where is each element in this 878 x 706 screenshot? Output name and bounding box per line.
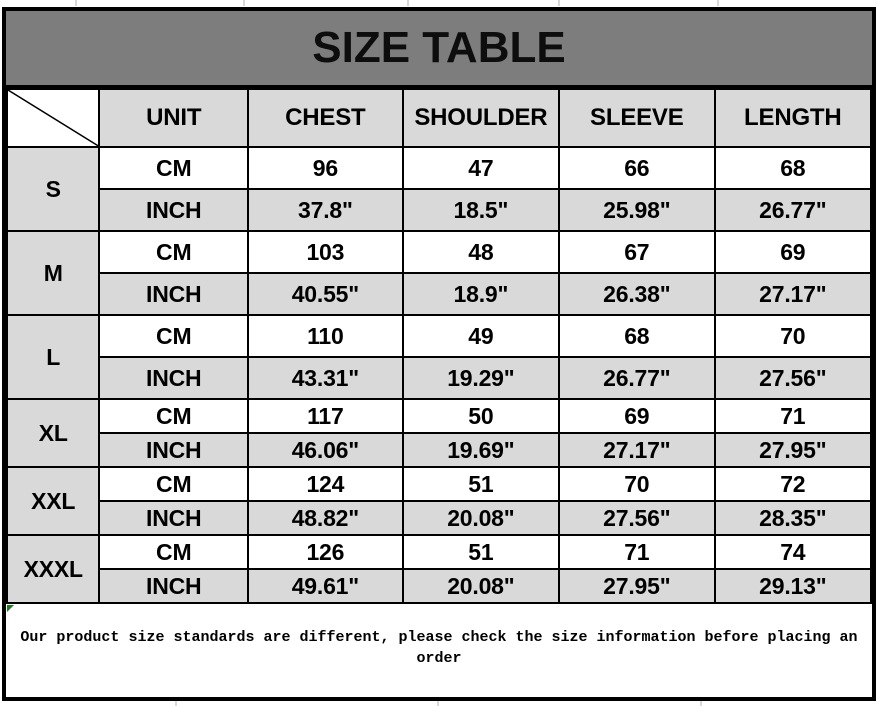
unit-label-cell: INCH (99, 189, 248, 231)
value-cell: 47 (403, 147, 559, 189)
value-cell: 51 (403, 467, 559, 501)
value-cell: 27.95" (715, 433, 871, 467)
value-cell: 19.29" (403, 357, 559, 399)
value-cell: 68 (715, 147, 871, 189)
header-cell-length: LENGTH (715, 89, 871, 147)
value-cell: 28.35" (715, 501, 871, 535)
value-cell: 40.55" (248, 273, 403, 315)
unit-label-cell: CM (99, 535, 248, 569)
value-cell: 49.61" (248, 569, 403, 603)
unit-label-cell: INCH (99, 433, 248, 467)
value-cell: 110 (248, 315, 403, 357)
value-cell: 19.69" (403, 433, 559, 467)
value-cell: 69 (559, 399, 715, 433)
value-cell: 70 (559, 467, 715, 501)
value-cell: 26.77" (559, 357, 715, 399)
gridline-tick (75, 0, 77, 6)
header-cell-shoulder: SHOULDER (403, 89, 559, 147)
size-row-xxl-cm (7, 467, 871, 501)
size-row-xxxl-inch (7, 569, 871, 603)
size-label-cell: XXXL (7, 535, 99, 603)
size-table (6, 88, 872, 604)
unit-label-cell: INCH (99, 569, 248, 603)
size-label-cell: L (7, 315, 99, 399)
value-cell: 43.31" (248, 357, 403, 399)
size-row-xxl-inch (7, 501, 871, 535)
footer-note (6, 604, 872, 697)
unit-label-cell: CM (99, 315, 248, 357)
value-cell: 74 (715, 535, 871, 569)
value-cell: 49 (403, 315, 559, 357)
diagonal-line-icon (8, 90, 98, 146)
size-label-cell: S (7, 147, 99, 231)
value-cell: 25.98" (559, 189, 715, 231)
unit-label-cell: CM (99, 147, 248, 189)
value-cell: 71 (559, 535, 715, 569)
unit-label-cell: INCH (99, 273, 248, 315)
footer-note-text: Our product size standards are different, please check the size information before placing an order (20, 628, 858, 667)
value-cell: 103 (248, 231, 403, 273)
value-cell: 27.17" (559, 433, 715, 467)
size-row-xxxl-cm (7, 535, 871, 569)
value-cell: 117 (248, 399, 403, 433)
value-cell: 96 (248, 147, 403, 189)
value-cell: 27.17" (715, 273, 871, 315)
value-cell: 67 (559, 231, 715, 273)
unit-label-cell: CM (99, 467, 248, 501)
size-row-l-cm (7, 315, 871, 357)
size-row-xl-inch (7, 433, 871, 467)
value-cell: 20.08" (403, 501, 559, 535)
value-cell: 48.82" (248, 501, 403, 535)
size-label-cell: XXL (7, 467, 99, 535)
value-cell: 72 (715, 467, 871, 501)
unit-label-cell: INCH (99, 501, 248, 535)
page-title: SIZE TABLE (312, 23, 566, 72)
value-cell: 26.38" (559, 273, 715, 315)
error-indicator-icon (7, 605, 14, 612)
value-cell: 126 (248, 535, 403, 569)
value-cell: 27.56" (559, 501, 715, 535)
value-cell: 48 (403, 231, 559, 273)
size-label-cell: M (7, 231, 99, 315)
size-row-l-inch (7, 357, 871, 399)
value-cell: 27.56" (715, 357, 871, 399)
value-cell: 18.9" (403, 273, 559, 315)
value-cell: 69 (715, 231, 871, 273)
unit-label-cell: INCH (99, 357, 248, 399)
header-cell-chest: CHEST (248, 89, 403, 147)
size-row-m-cm (7, 231, 871, 273)
gridline-tick (717, 0, 719, 6)
gridline-tick (558, 0, 560, 6)
value-cell: 26.77" (715, 189, 871, 231)
header-cell-unit: UNIT (99, 89, 248, 147)
value-cell: 68 (559, 315, 715, 357)
value-cell: 20.08" (403, 569, 559, 603)
unit-label-cell: CM (99, 399, 248, 433)
corner-diagonal-cell (7, 89, 99, 147)
value-cell: 51 (403, 535, 559, 569)
value-cell: 27.95" (559, 569, 715, 603)
size-row-s-inch (7, 189, 871, 231)
header-row (7, 89, 871, 147)
size-row-xl-cm (7, 399, 871, 433)
size-row-s-cm (7, 147, 871, 189)
size-table-frame (2, 7, 876, 701)
value-cell: 71 (715, 399, 871, 433)
gridline-tick (243, 0, 245, 6)
value-cell: 46.06" (248, 433, 403, 467)
title-band (6, 11, 872, 88)
value-cell: 18.5" (403, 189, 559, 231)
header-cell-sleeve: SLEEVE (559, 89, 715, 147)
size-label-cell: XL (7, 399, 99, 467)
value-cell: 50 (403, 399, 559, 433)
gridline-tick (407, 0, 409, 6)
value-cell: 70 (715, 315, 871, 357)
unit-label-cell: CM (99, 231, 248, 273)
value-cell: 124 (248, 467, 403, 501)
value-cell: 66 (559, 147, 715, 189)
value-cell: 29.13" (715, 569, 871, 603)
size-row-m-inch (7, 273, 871, 315)
value-cell: 37.8" (248, 189, 403, 231)
